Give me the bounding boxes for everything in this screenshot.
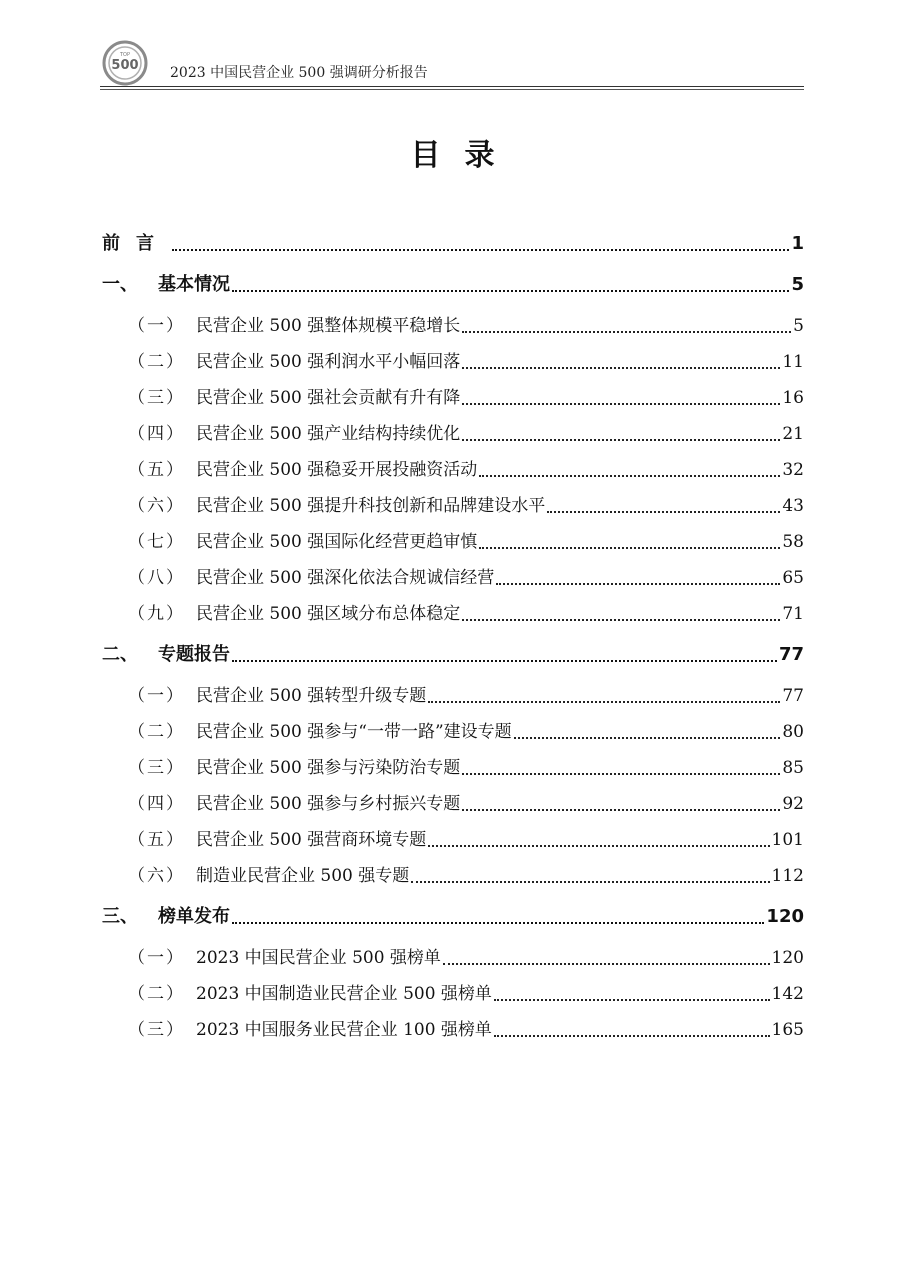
toc-subsection-title: 民营企业 500 强提升科技创新和品牌建设水平 [196,496,546,516]
toc-subsection-number: （二） [128,984,185,1004]
dot-leader [462,367,780,369]
toc-page-number: 5 [793,316,804,336]
toc-page-number: 43 [782,496,804,516]
dot-leader [232,660,777,662]
toc-section-entry[interactable] [102,226,804,262]
toc-subsection-number: （三） [128,388,185,408]
toc-page-number: 21 [782,424,804,444]
toc-subsection-title: 民营企业 500 强区域分布总体稳定 [196,604,461,624]
toc-subsection-number: （六） [128,866,185,886]
toc-subsection-title: 民营企业 500 强整体规模平稳增长 [196,316,461,336]
toc-subsection-number: （四） [128,794,185,814]
toc-page-number: 77 [778,644,804,665]
svg-text:TOP: TOP [119,52,131,58]
toc-subsection-number: （六） [128,496,185,516]
toc-page-number: 101 [771,830,804,850]
toc-section-number: 二、 [102,644,138,665]
toc-section-title: 基本情况 [158,274,230,295]
toc-section-title: 榜单发布 [158,906,230,927]
toc-subsection-entry[interactable] [102,308,804,344]
toc-subsection-title: 民营企业 500 强国际化经营更趋审慎 [196,532,478,552]
header-rule [100,86,804,87]
dot-leader [428,701,780,703]
dot-leader [172,249,789,251]
toc-subsection-entry[interactable] [102,750,804,786]
toc-page-number: 120 [766,906,804,927]
toc-page-number: 32 [782,460,804,480]
toc-subsection-entry[interactable] [102,1012,804,1048]
toc-page-number: 71 [782,604,804,624]
dot-leader [496,583,780,585]
header-title: 2023 中国民营企业 500 强调研分析报告 [170,65,428,81]
toc-page-number: 80 [782,722,804,742]
toc-page-number: 11 [782,352,804,372]
toc-section-entry[interactable] [102,267,804,303]
toc-subsection-number: （八） [128,568,185,588]
dot-leader [494,1035,770,1037]
toc-page-number: 142 [771,984,804,1004]
toc-subsection-entry[interactable] [102,858,804,894]
dot-leader [514,737,781,739]
toc-title: 目录 [410,138,519,173]
toc-subsection-entry[interactable] [102,940,804,976]
toc-subsection-number: （二） [128,352,185,372]
dot-leader [462,773,780,775]
toc-subsection-entry[interactable] [102,524,804,560]
toc-subsection-number: （二） [128,722,185,742]
toc-subsection-title: 民营企业 500 强参与乡村振兴专题 [196,794,461,814]
toc-subsection-entry[interactable] [102,678,804,714]
dot-leader [462,439,780,441]
toc-subsection-title: 民营企业 500 强参与污染防治专题 [196,758,461,778]
toc-subsection-entry[interactable] [102,452,804,488]
toc-subsection-title: 民营企业 500 强社会贡献有升有降 [196,388,461,408]
page-header [100,36,804,92]
toc-subsection-number: （三） [128,758,185,778]
toc-page-number: 65 [782,568,804,588]
toc-page-number: 85 [782,758,804,778]
toc-page-number: 92 [782,794,804,814]
dot-leader [462,809,780,811]
dot-leader [443,963,770,965]
toc-subsection-number: （一） [128,948,185,968]
dot-leader [479,475,780,477]
toc-subsection-entry[interactable] [102,488,804,524]
toc-page-number: 112 [771,866,804,886]
toc-subsection-number: （三） [128,1020,185,1040]
dot-leader [462,331,791,333]
toc-subsection-number: （四） [128,424,185,444]
toc-section-entry[interactable] [102,899,804,935]
toc-subsection-number: （一） [128,686,185,706]
toc-list [102,226,804,1048]
dot-leader [479,547,780,549]
toc-subsection-number: （九） [128,604,185,624]
toc-subsection-title: 民营企业 500 强深化依法合规诚信经营 [196,568,495,588]
toc-subsection-number: （五） [128,460,185,480]
toc-subsection-title: 民营企业 500 强营商环境专题 [196,830,427,850]
toc-subsection-number: （七） [128,532,185,552]
dot-leader [411,881,769,883]
toc-subsection-title: 民营企业 500 强产业结构持续优化 [196,424,461,444]
dot-leader [494,999,770,1001]
toc-subsection-entry[interactable] [102,822,804,858]
header-rule-thin [100,89,804,90]
toc-subsection-entry[interactable] [102,596,804,632]
toc-subsection-entry[interactable] [102,560,804,596]
toc-section-title: 前言 [102,233,170,254]
dot-leader [547,511,780,513]
toc-section-entry[interactable] [102,637,804,673]
toc-subsection-entry[interactable] [102,976,804,1012]
toc-subsection-title: 民营企业 500 强参与“一带一路”建设专题 [196,722,512,742]
svg-text:500: 500 [111,58,139,73]
toc-page-number: 1 [791,233,804,254]
toc-section-number: 一、 [102,274,138,295]
dot-leader [232,922,764,924]
toc-subsection-entry[interactable] [102,344,804,380]
toc-page-number: 5 [791,274,804,295]
dot-leader [462,403,780,405]
toc-subsection-title: 民营企业 500 强利润水平小幅回落 [196,352,461,372]
toc-subsection-entry[interactable] [102,416,804,452]
toc-subsection-title: 制造业民营企业 500 强专题 [196,866,410,886]
toc-subsection-entry[interactable] [102,786,804,822]
toc-subsection-title: 2023 中国制造业民营企业 500 强榜单 [196,984,492,1004]
toc-subsection-title: 2023 中国服务业民营企业 100 强榜单 [196,1020,492,1040]
toc-page-number: 16 [782,388,804,408]
toc-page-number: 165 [771,1020,804,1040]
toc-subsection-entry[interactable] [102,380,804,416]
toc-subsection-title: 民营企业 500 强转型升级专题 [196,686,427,706]
dot-leader [462,619,780,621]
toc-page-number: 120 [771,948,804,968]
toc-subsection-title: 民营企业 500 强稳妥开展投融资活动 [196,460,478,480]
top500-logo [102,40,148,86]
dot-leader [428,845,769,847]
toc-page-number: 58 [782,532,804,552]
toc-subsection-number: （一） [128,316,185,336]
toc-page-number: 77 [782,686,804,706]
dot-leader [232,290,789,292]
toc-subsection-entry[interactable] [102,714,804,750]
toc-section-title: 专题报告 [158,644,230,665]
toc-section-number: 三、 [102,906,138,927]
toc-subsection-title: 2023 中国民营企业 500 强榜单 [196,948,441,968]
toc-subsection-number: （五） [128,830,185,850]
